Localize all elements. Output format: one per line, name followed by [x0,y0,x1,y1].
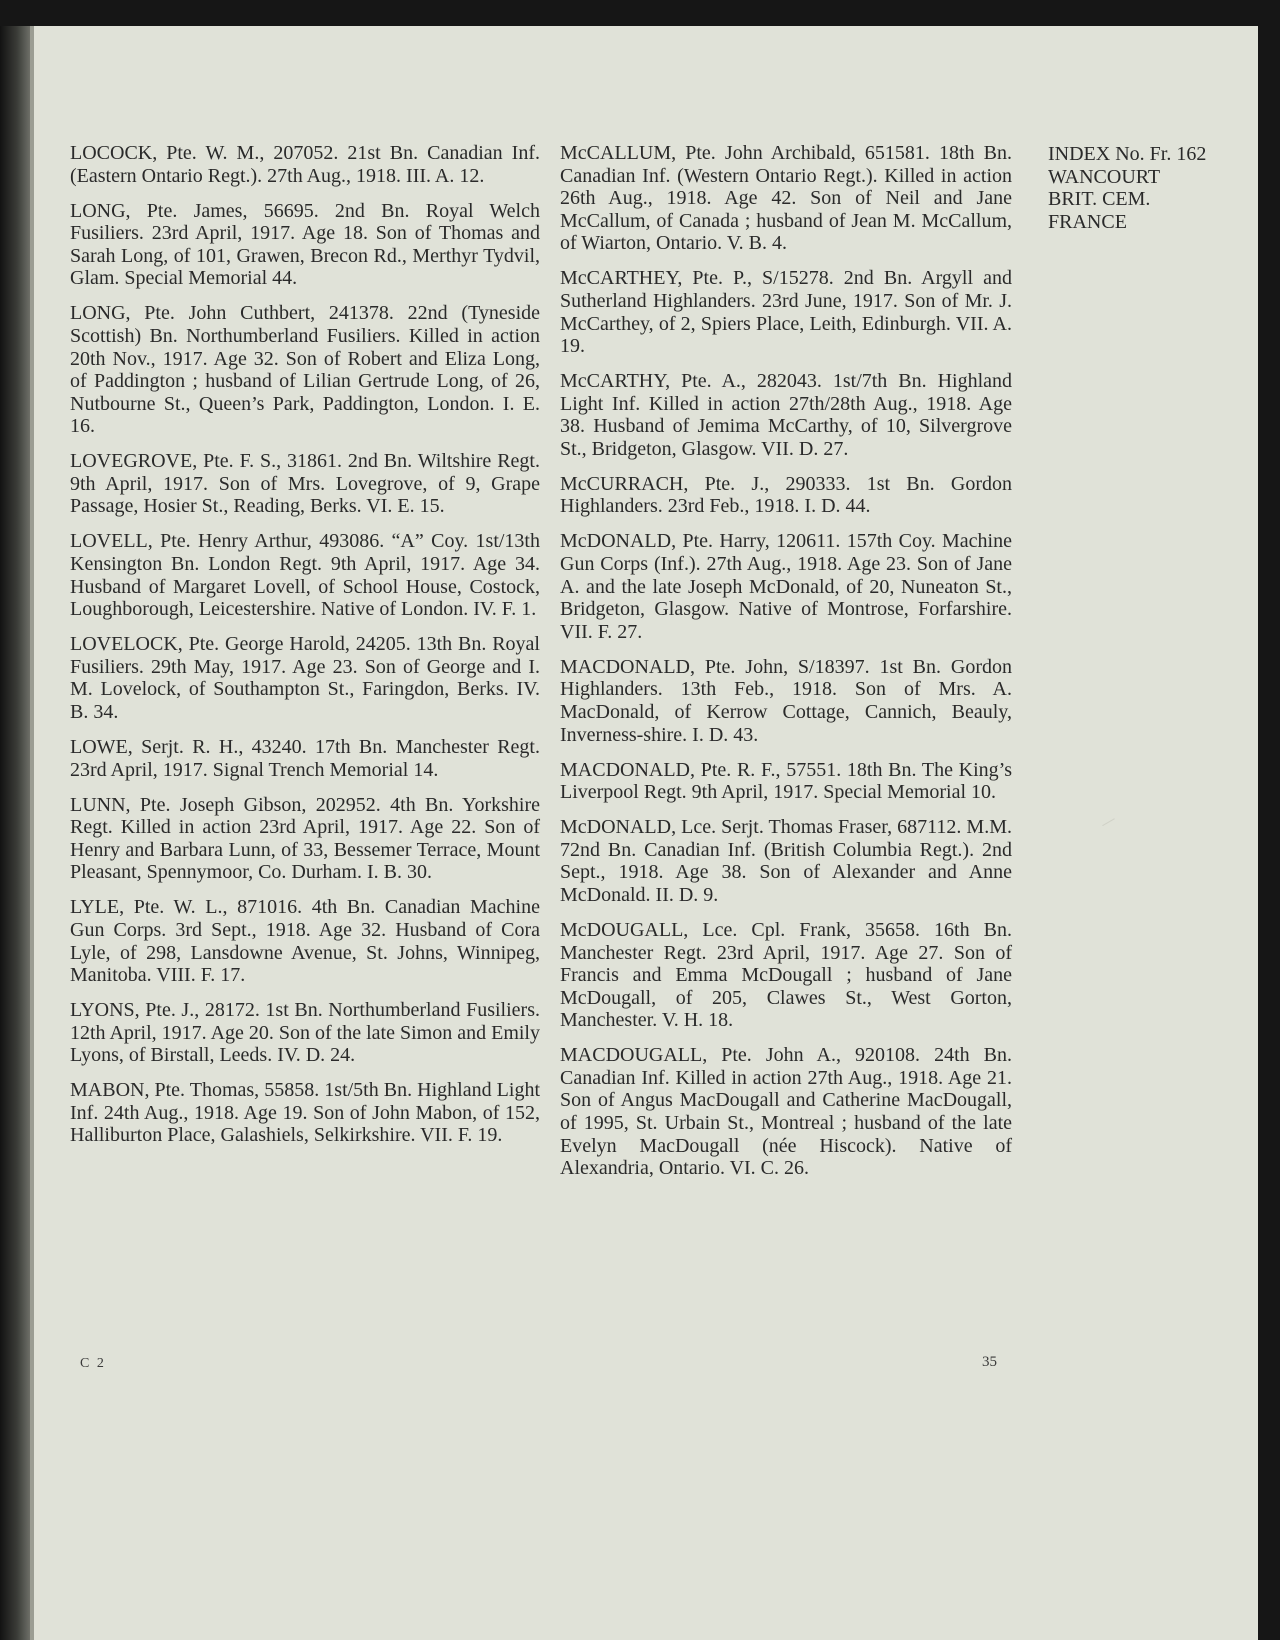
book-page [30,26,1258,1640]
index-number: INDEX No. Fr. 162 [1048,143,1207,165]
register-entry: McDONALD, Pte. Harry, 120611. 157th Coy. Machine Gun Corps (Inf.). 27th Aug., 1918. Age 23. Son of Jane A. and the late Joseph McDonald, of 20, Nuneaton St., Bridgeton, Glasgow. Native of Montrose, Forfarshire. VII. F. 27. [560,530,1012,643]
register-entry: LOVELOCK, Pte. George Harold, 24205. 13th Bn. Royal Fusiliers. 29th May, 1917. Age 23. Son of George and I. M. Lovelock, of Southampton St., Faringdon, Berks. IV. B. 34. [70,633,540,724]
register-entry: LYONS, Pte. J., 28172. 1st Bn. Northumberland Fusiliers. 12th April, 1917. Age 20. Son of the late Simon and Emily Lyons, of Birstall, Leeds. IV. D. 24. [70,999,540,1067]
register-entry: LOCOCK, Pte. W. M., 207052. 21st Bn. Canadian Inf. (Eastern Ontario Regt.). 27th Aug., 1918. III. A. 12. [70,142,540,187]
register-entry: McDOUGALL, Lce. Cpl. Frank, 35658. 16th Bn. Manchester Regt. 23rd April, 1917. Age 27. Son of Francis and Emma McDougall ; husband of Jane McDougall, of 205, Clawes St., West Gorton, Manchester. V. H. 18. [560,918,1012,1032]
page-number: 35 [982,1354,997,1370]
register-entry: MACDONALD, Pte. John, S/18397. 1st Bn. Gordon Highlanders. 13th Feb., 1918. Son of Mrs. A. MacDonald, of Kerrow Cottage, Cannich, Beauly, Inverness-shire. I. D. 43. [560,655,1012,746]
register-entry: LYLE, Pte. W. L., 871016. 4th Bn. Canadian Machine Gun Corps. 3rd Sept., 1918. Age 32. Husband of Cora Lyle, of 298, Lansdowne Avenue, St. Johns, Winnipeg, Manitoba. VIII. F. 17. [70,896,540,987]
right-column [560,142,1012,1192]
paper-mark [1102,818,1120,835]
register-entry: LONG, Pte. John Cuthbert, 241378. 22nd (Tyneside Scottish) Bn. Northumberland Fusiliers. Killed in action 20th Nov., 1917. Age 32. Son of Robert and Eliza Long, of Paddington ; husband of Lilian Gertrude Long, of 26, Nutbourne St., Queen’s Park, Paddington, London. I. E. 16. [70,302,540,438]
register-entry: McCURRACH, Pte. J., 290333. 1st Bn. Gordon Highlanders. 23rd Feb., 1918. I. D. 44. [560,472,1012,518]
signature-mark: C 2 [80,1356,106,1371]
register-entry: LOVEGROVE, Pte. F. S., 31861. 2nd Bn. Wiltshire Regt. 9th April, 1917. Son of Mrs. Lovegrove, of 9, Grape Passage, Hosier St., Reading, Berks. VI. E. 15. [70,450,540,518]
country: FRANCE [1048,210,1127,233]
register-entry: LOWE, Serjt. R. H., 43240. 17th Bn. Manchester Regt. 23rd April, 1917. Signal Trench Memorial 14. [70,736,540,781]
cemetery-name: WANCOURT [1048,165,1161,188]
register-entry: McDONALD, Lce. Serjt. Thomas Fraser, 687112. M.M. 72nd Bn. Canadian Inf. (British Columbia Regt.). 2nd Sept., 1918. Age 38. Son of Alexander and Anne McDonald. II. D. 9. [560,816,1012,906]
cemetery-type: BRIT. CEM. [1048,188,1151,211]
register-entry: McCARTHEY, Pte. P., S/15278. 2nd Bn. Argyll and Sutherland Highlanders. 23rd June, 1917. Son of Mr. J. McCarthey, of 2, Spiers Place, Leith, Edinburgh. VII. A. 19. [560,267,1012,358]
register-entry: LOVELL, Pte. Henry Arthur, 493086. “A” Coy. 1st/13th Kensington Bn. London Regt. 9th April, 1917. Age 34. Husband of Margaret Lovell, of School House, Costock, Loughborough, Leicestershire. Native of London. IV. F. 1. [70,530,540,621]
register-entry: LUNN, Pte. Joseph Gibson, 202952. 4th Bn. Yorkshire Regt. Killed in action 23rd April, 1917. Age 22. Son of Henry and Barbara Lunn, of 33, Bessemer Terrace, Mount Pleasant, Spennymoor, Co. Durham. I. B. 30. [70,793,540,884]
register-entry: MACDOUGALL, Pte. John A., 920108. 24th Bn. Canadian Inf. Killed in action 27th Aug., 1918. Age 21. Son of Angus MacDougall and Catherine MacDougall, of 1995, St. Urbain St., Montreal ; husband of the late Evelyn MacDougall (née Hiscock). Native of Alexandria, Ontario. VI. C. 26. [560,1044,1012,1180]
cemetery-index-heading [1048,143,1258,233]
register-entry: MACDONALD, Pte. R. F., 57551. 18th Bn. The King’s Liverpool Regt. 9th April, 1917. Special Memorial 10. [560,758,1012,804]
left-column [70,142,540,1159]
register-entry: MABON, Pte. Thomas, 55858. 1st/5th Bn. Highland Light Inf. 24th Aug., 1918. Age 19. Son of John Mabon, of 152, Halliburton Place, Galashiels, Selkirkshire. VII. F. 19. [70,1079,540,1147]
register-entry: LONG, Pte. James, 56695. 2nd Bn. Royal Welch Fusiliers. 23rd April, 1917. Age 18. Son of Thomas and Sarah Long, of 101, Grawen, Brecon Rd., Merthyr Tydvil, Glam. Special Memorial 44. [70,199,540,290]
register-entry: McCALLUM, Pte. John Archibald, 651581. 18th Bn. Canadian Inf. (Western Ontario Regt.). Killed in action 26th Aug., 1918. Age 42. Son of Neil and Jane McCallum, of Canada ; husband of Jean M. McCallum, of Wiarton, Ontario. V. B. 4. [560,142,1012,255]
register-entry: McCARTHY, Pte. A., 282043. 1st/7th Bn. Highland Light Inf. Killed in action 27th/28th Aug., 1918. Age 38. Husband of Jemima McCarthy, of 10, Silvergrove St., Bridgeton, Glasgow. VII. D. 27. [560,370,1012,460]
